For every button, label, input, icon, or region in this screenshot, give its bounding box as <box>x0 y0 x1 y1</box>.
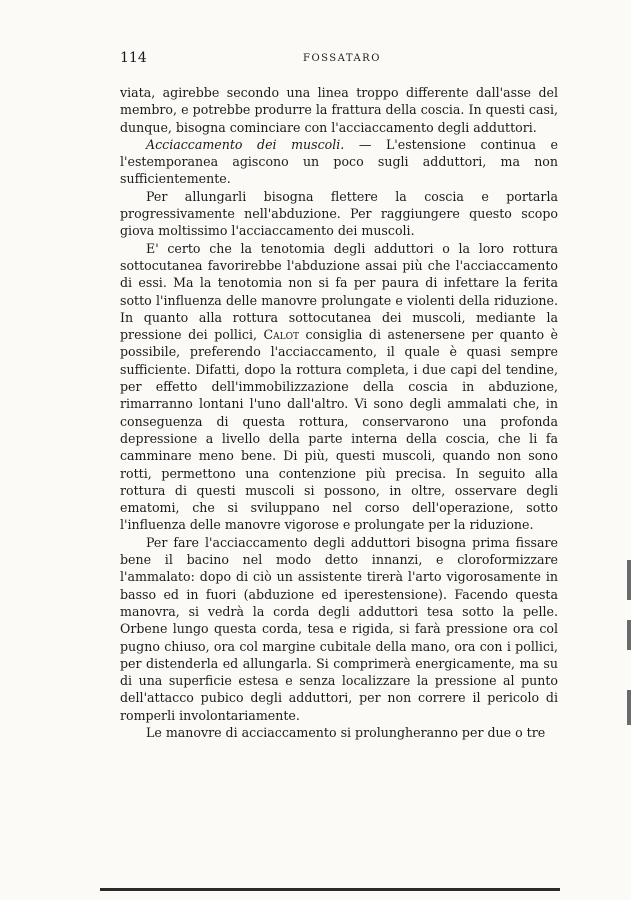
page-number: 114 <box>120 50 147 66</box>
page-edge-mark <box>627 560 631 600</box>
paragraph-3-text: Per allungarli bisogna flettere la coscia e portarla progressivamente nell'abduzione. Per raggiungere questo scopo giova moltissimo l'acciaccamento dei muscoli. <box>120 188 558 239</box>
section-title: Acciaccamento dei muscoli. — <box>146 136 372 152</box>
paragraph-5 <box>120 534 558 724</box>
paragraph-5-text: Per fare l'acciaccamento degli adduttori bisogna prima fissare bene il bacino nel modo detto innanzi, e cloroformizzare l'ammalato: dopo di ciò un assistente tirerà l'arto vigorosamente in basso ed in fuori (abduzione ed iperestensione). Facendo questa manovra, si vedrà la corda degli adduttori tesa sotto la pelle. Orbene lungo questa corda, tesa e rigida, si farà pressione ora col pugno chiuso, ora col margine cubitale della mano, ora con i pollici, per distenderla ed allungarla. Si comprimerà energicamente, ma su di una superficie estesa e senza localizzare la pressione al punto dell'attacco pubico degli adduttori, per non correre il pericolo di romperli involontariamente. <box>120 534 558 723</box>
paragraph-6-text: Le manovre di acciaccamento si prolungheranno per due o tre <box>146 724 546 740</box>
page-edge-mark <box>627 620 631 650</box>
paragraph-4-text-a: E' certo che la tenotomia degli adduttori o la loro rottura sottocutanea favorirebbe l'abduzione assai più che l'acciaccamento di essi. Ma la tenotomia non si fa per paura di infettare la ferita sotto l'influenza delle manovre prolungate e violenti della riduzione. In quanto alla rottura sottocutanea dei muscoli, mediante la pressione dei pollici, <box>120 240 558 343</box>
paragraph-4-text-b: consiglia di astenersene per quanto è possibile, preferendo l'acciaccamento, il quale è quasi sempre sufficiente. Difatti, dopo la rottura completa, i due capi del tendine, per effetto dell'immobilizzazione della coscia in abduzione, rimarranno lontani l'uno dall'altro. Vi sono degli ammalati che, in conseguenza di questa rottura, conservarono una profonda depressione a livello della parte interna della coscia, che li fa camminare meno bene. Di più, questi muscoli, quando non sono rotti, permettono una contenzione più precisa. In seguito alla rottura di questi muscoli si possono, in oltre, osservare degli ematomi, che si sviluppano nel corso dell'operazione, sotto l'influenza delle manovre vigorose e prolungate per la riduzione. <box>120 327 558 533</box>
page-edge-mark <box>627 690 631 725</box>
page-body <box>120 84 558 741</box>
paragraph-3 <box>120 188 558 240</box>
paragraph-1 <box>120 84 558 136</box>
paragraph-2-text: L'estensione continua e l'estemporanea agiscono un poco sugli adduttori, ma non sufficientemente. <box>120 136 559 187</box>
page-bottom-rule <box>100 888 560 891</box>
paragraph-2 <box>120 136 558 188</box>
running-head: FOSSATARO <box>303 53 381 64</box>
paragraph-6 <box>120 724 558 741</box>
paragraph-4 <box>120 240 558 534</box>
author-name: Calot <box>263 327 300 343</box>
page-header <box>0 50 631 70</box>
paragraph-1-text: viata, agirebbe secondo una linea troppo differente dall'asse del membro, e potrebbe produrre la frattura della coscia. In questi casi, dunque, bisogna cominciare con l'acciaccamento degli adduttori. <box>120 85 558 135</box>
